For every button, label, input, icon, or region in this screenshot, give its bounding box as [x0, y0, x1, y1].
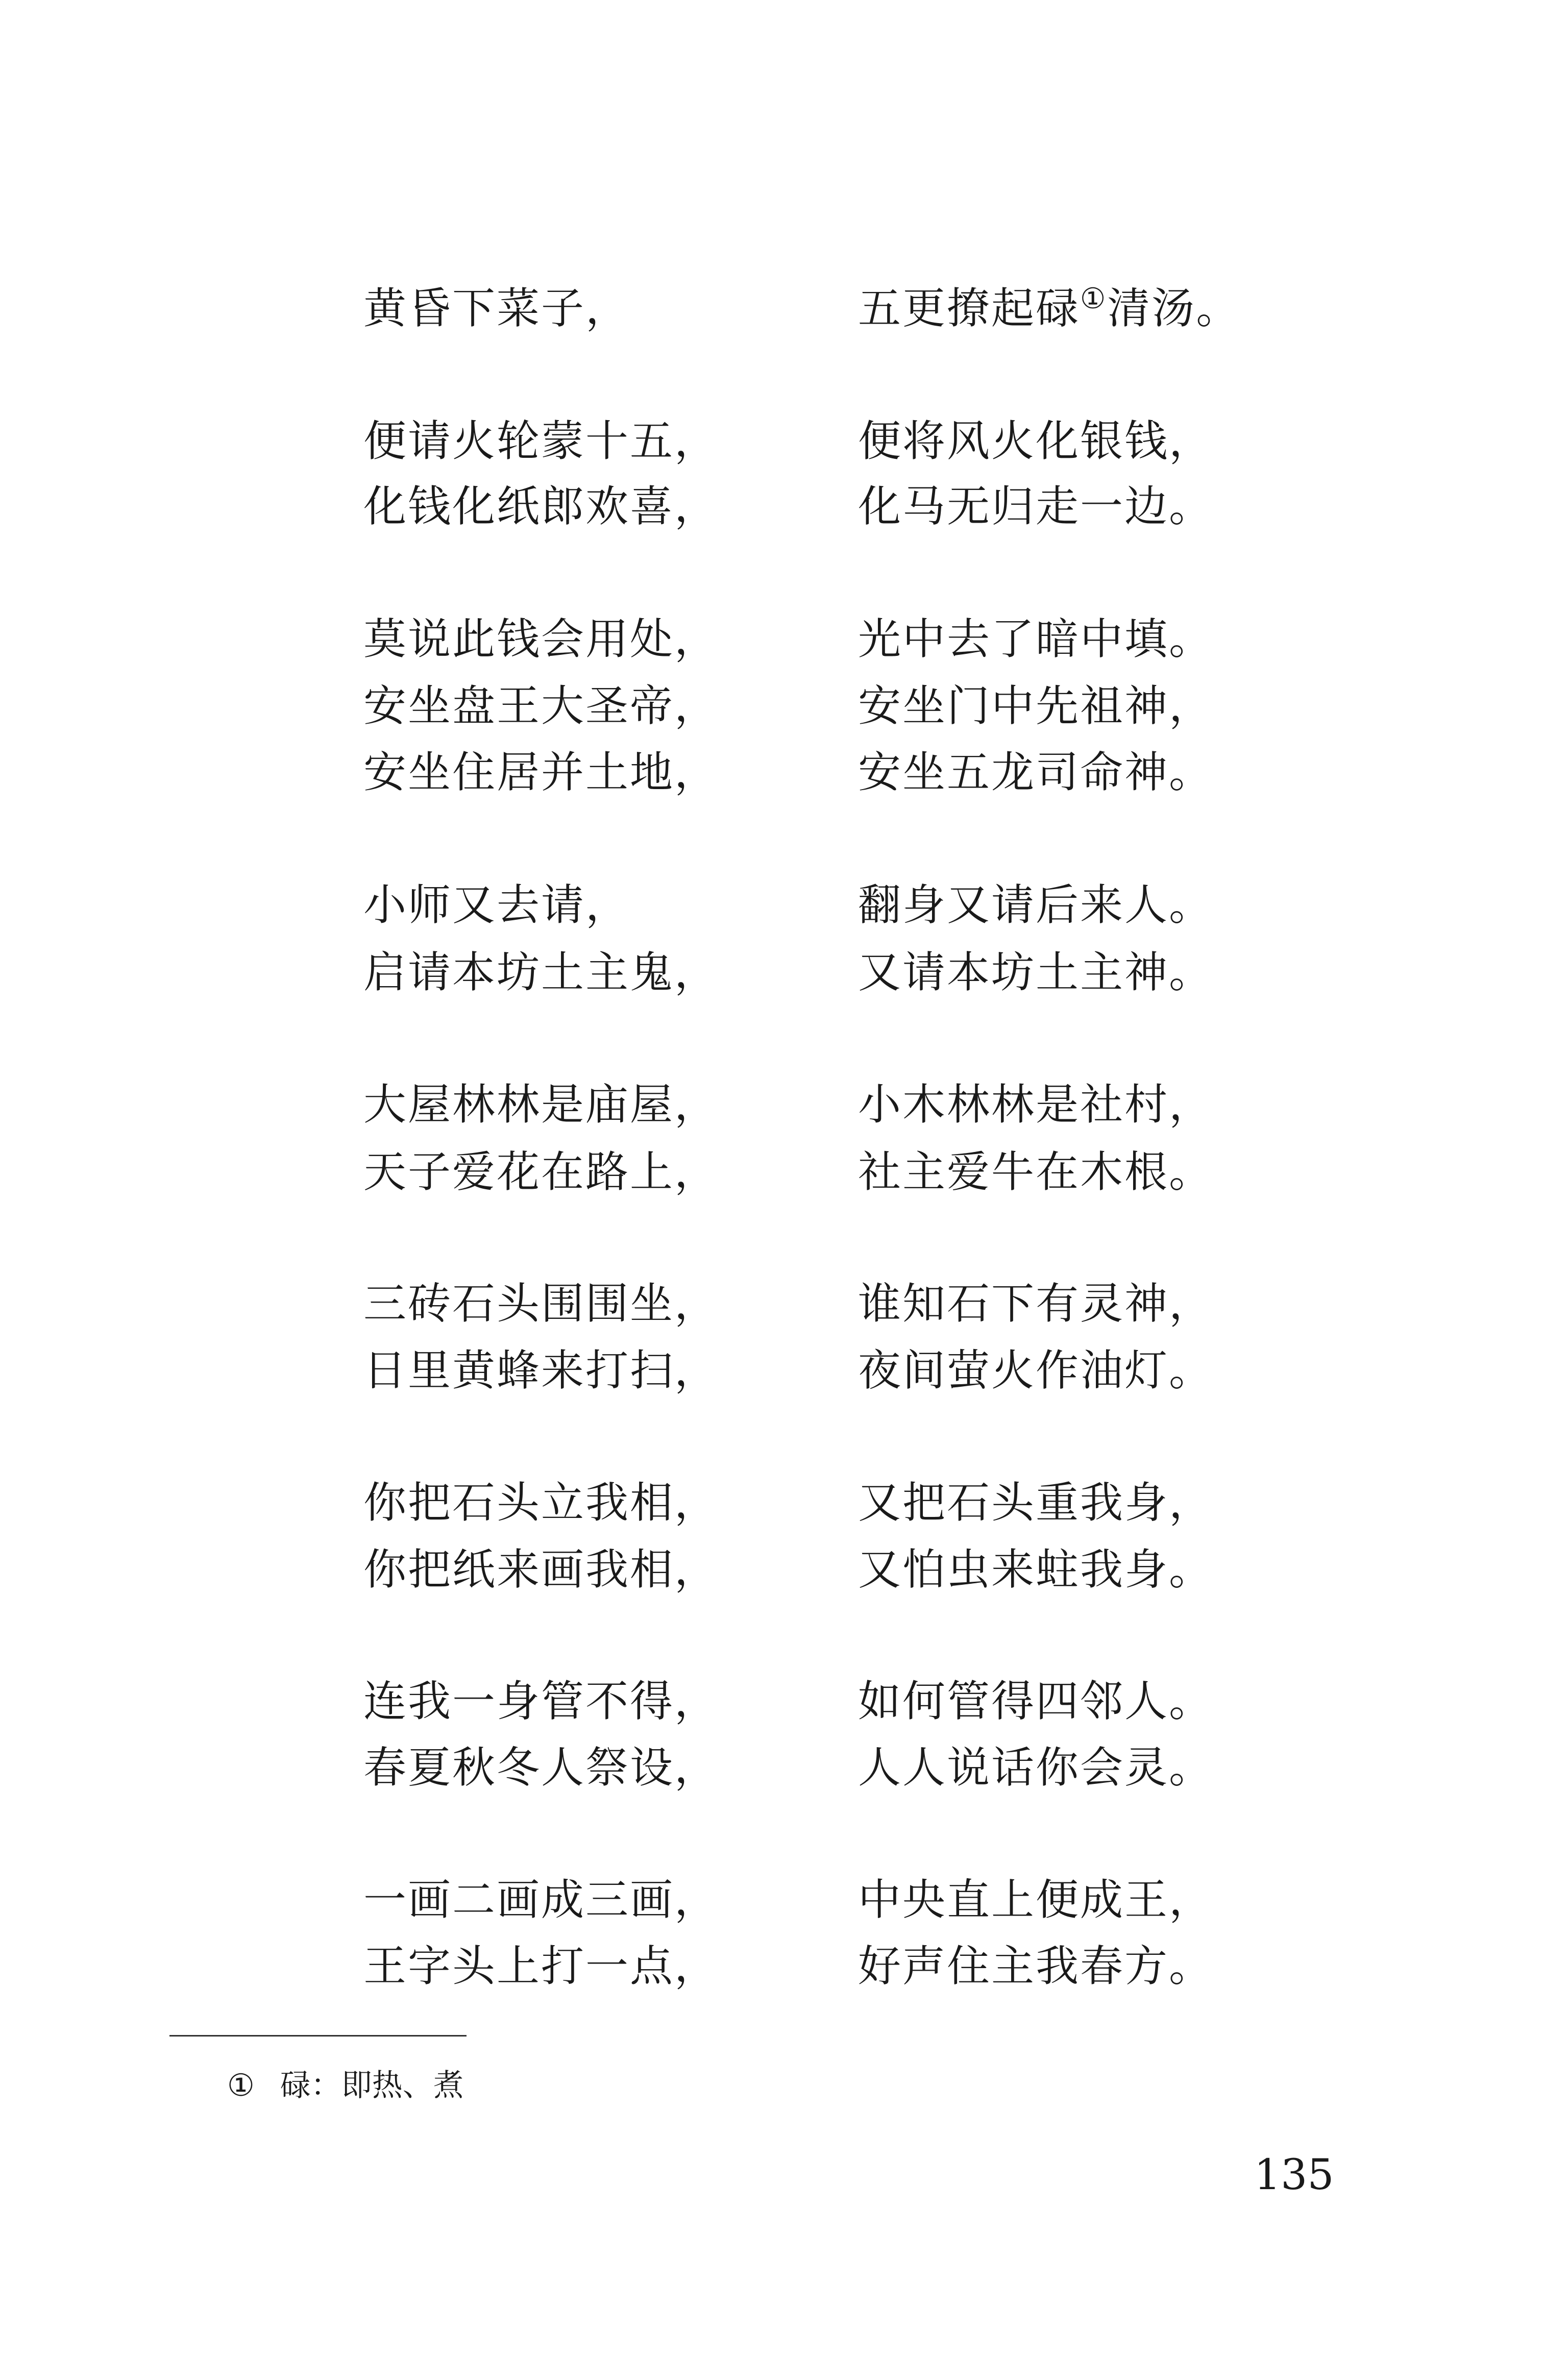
verse-line-right: 中央直上便成王，: [858, 1875, 1214, 1925]
verse-line-right: 翻身又请后来人。: [858, 880, 1214, 930]
footnote-text: 碌：即热、煮: [280, 2068, 464, 2103]
verse-line-left: 王字头上打一点，: [363, 1941, 719, 1991]
verse-line-left: 三砖石头围围坐，: [363, 1279, 719, 1329]
verse-line-right: 光中去了暗中填。: [858, 614, 1214, 664]
verse-text: 五更撩起碌: [858, 283, 1081, 333]
footnote-divider: [169, 2035, 467, 2037]
verse-line-left: 便请火轮蒙十五，: [363, 416, 719, 466]
verse-line-right: 如何管得四邻人。: [858, 1676, 1214, 1726]
verse-line-right: 社主爱牛在木根。: [858, 1147, 1214, 1197]
verse-line-left: 一画二画成三画，: [363, 1875, 719, 1925]
verse-line-left: 春夏秋冬人祭设，: [363, 1743, 719, 1793]
footnote: [227, 2070, 464, 2101]
verse-line-left: 你把石头立我相，: [363, 1478, 719, 1528]
verse-line-right: 又怕虫来蛀我身。: [858, 1544, 1214, 1595]
verse-line-left: 连我一身管不得，: [363, 1676, 719, 1726]
verse-line-right: 好声住主我春方。: [858, 1941, 1214, 1991]
verse-line-right: 化马无归走一边。: [858, 481, 1214, 531]
verse-line-right: 安坐门中先祖神，: [858, 681, 1214, 731]
verse-line-right: 夜间萤火作油灯。: [858, 1345, 1214, 1395]
verse-line-right: 又请本坊土主神。: [858, 947, 1214, 997]
verse-line-right: 又把石头重我身，: [858, 1478, 1214, 1528]
verse-line-left: 日里黄蜂来打扫，: [363, 1345, 719, 1395]
verse-line-right: 谁知石下有灵神，: [858, 1279, 1214, 1329]
verse-line-right: 人人说话你会灵。: [858, 1743, 1214, 1793]
verse-line-left: 安坐盘王大圣帝，: [363, 681, 719, 731]
verse-line-right: 便将风火化银钱，: [858, 416, 1214, 466]
page-number: 135: [1254, 2151, 1334, 2199]
verse-line-left: 启请本坊土主鬼，: [363, 947, 719, 997]
verse-line-left: 天子爱花在路上，: [363, 1147, 719, 1197]
verse-line-left: 安坐住居并土地，: [363, 747, 719, 797]
verse-line-left: 黄昏下菜子，: [363, 283, 630, 333]
verse-line-right: 安坐五龙司命神。: [858, 747, 1214, 797]
verse-line-right: [858, 282, 1241, 333]
verse-line-left: 你把纸来画我相，: [363, 1544, 719, 1595]
footnote-mark: ①: [227, 2068, 255, 2103]
verse-line-left: 莫说此钱会用处，: [363, 614, 719, 664]
verse-line-left: 小师又去请，: [363, 880, 630, 930]
footnote-marker[interactable]: ①: [1080, 282, 1108, 315]
verse-line-right: 小木林林是社村，: [858, 1080, 1214, 1130]
verse-line-left: 大屋林林是庙屋，: [363, 1080, 719, 1130]
verse-text: 清汤。: [1107, 283, 1241, 333]
verse-line-left: 化钱化纸郎欢喜，: [363, 481, 719, 531]
